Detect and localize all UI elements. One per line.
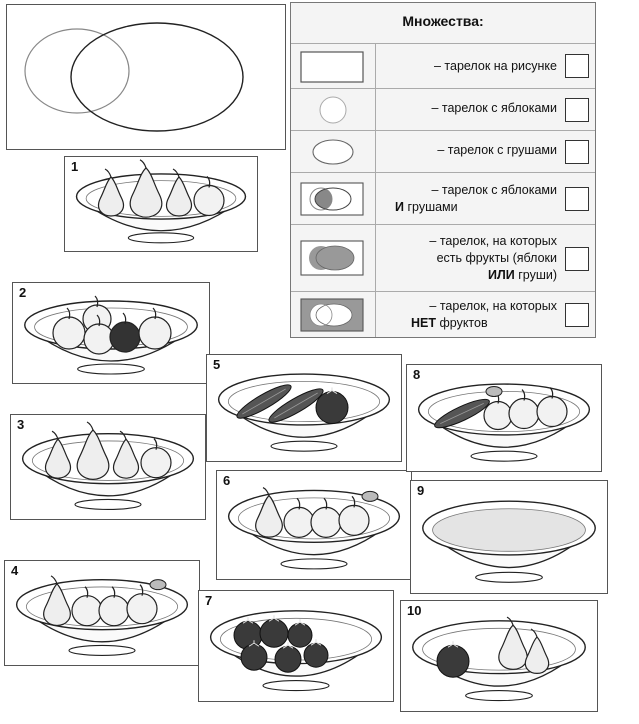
legend-row-all-plates bbox=[291, 43, 595, 88]
legend-text: – тарелок на рисунке bbox=[433, 59, 557, 73]
intersection-icon bbox=[291, 173, 375, 225]
plate-card-7 bbox=[198, 590, 394, 702]
plate-drawing bbox=[411, 481, 607, 593]
plate-number: 8 bbox=[413, 367, 421, 382]
plate-card-5 bbox=[206, 354, 402, 462]
legend-text: – тарелок с яблоками bbox=[431, 101, 557, 115]
plate-number: 7 bbox=[205, 593, 213, 608]
legend-text: – тарелок с яблоками bbox=[431, 183, 557, 197]
answer-box[interactable] bbox=[565, 303, 589, 327]
legend-text: грушами bbox=[403, 200, 458, 214]
venn-diagram bbox=[6, 4, 286, 150]
ellipse-icon bbox=[291, 131, 375, 173]
plate-number: 5 bbox=[213, 357, 221, 372]
legend-or-keyword: ИЛИ bbox=[487, 268, 515, 282]
legend-row-pears bbox=[291, 130, 595, 172]
answer-box[interactable] bbox=[565, 247, 589, 271]
plate-card-3 bbox=[10, 414, 206, 520]
plate-number: 1 bbox=[71, 159, 79, 174]
legend-text: есть фрукты (яблоки bbox=[436, 251, 557, 265]
legend-row-apples-and-pears bbox=[291, 172, 595, 224]
legend-text: – тарелок с грушами bbox=[437, 143, 557, 157]
plate-card-9 bbox=[410, 480, 608, 594]
legend-row-no-fruit bbox=[291, 291, 595, 337]
legend-text: – тарелок, на которых bbox=[429, 299, 557, 313]
union-icon bbox=[291, 225, 375, 292]
plate-card-4 bbox=[4, 560, 200, 666]
plate-drawing bbox=[5, 561, 199, 665]
legend-and-keyword: И bbox=[395, 200, 404, 214]
complement-icon bbox=[291, 292, 375, 338]
plate-drawing bbox=[65, 157, 257, 251]
plum-icon bbox=[150, 580, 166, 590]
answer-box[interactable] bbox=[565, 187, 589, 211]
plate-card-1 bbox=[64, 156, 258, 252]
pear-icon bbox=[130, 160, 162, 217]
venn-diagram-icon bbox=[7, 5, 287, 151]
pear-icon bbox=[77, 422, 109, 479]
plate-card-8 bbox=[406, 364, 602, 472]
plate-card-10 bbox=[400, 600, 598, 712]
plum-icon bbox=[486, 387, 502, 397]
plate-drawing bbox=[13, 283, 209, 383]
plate-number: 2 bbox=[19, 285, 27, 300]
legend-text: груши) bbox=[514, 268, 557, 282]
answer-box[interactable] bbox=[565, 140, 589, 164]
plate-card-6 bbox=[216, 470, 412, 580]
plate-drawing bbox=[407, 365, 601, 471]
plum-icon bbox=[362, 491, 378, 501]
plate-number: 3 bbox=[17, 417, 25, 432]
plate-drawing bbox=[11, 415, 205, 519]
circle-icon bbox=[291, 89, 375, 131]
bowl-icon bbox=[423, 501, 595, 582]
legend-row-apples-or-pears bbox=[291, 224, 595, 291]
legend-row-apples bbox=[291, 88, 595, 130]
plate-drawing bbox=[207, 355, 401, 461]
plate-number: 9 bbox=[417, 483, 425, 498]
legend-text: – тарелок, на которых bbox=[429, 234, 557, 248]
legend-title: Множества: bbox=[402, 13, 484, 29]
legend-text: фруктов bbox=[436, 316, 488, 330]
rectangle-icon bbox=[291, 44, 375, 89]
plate-drawing bbox=[401, 601, 597, 711]
answer-box[interactable] bbox=[565, 54, 589, 78]
plate-drawing bbox=[217, 471, 411, 579]
sets-legend bbox=[290, 2, 596, 338]
plate-number: 10 bbox=[407, 603, 422, 618]
plate-card-2 bbox=[12, 282, 210, 384]
plate-number: 6 bbox=[223, 473, 231, 488]
legend-not-keyword: НЕТ bbox=[411, 316, 436, 330]
plate-drawing bbox=[199, 591, 393, 701]
answer-box[interactable] bbox=[565, 98, 589, 122]
plate-number: 4 bbox=[11, 563, 19, 578]
